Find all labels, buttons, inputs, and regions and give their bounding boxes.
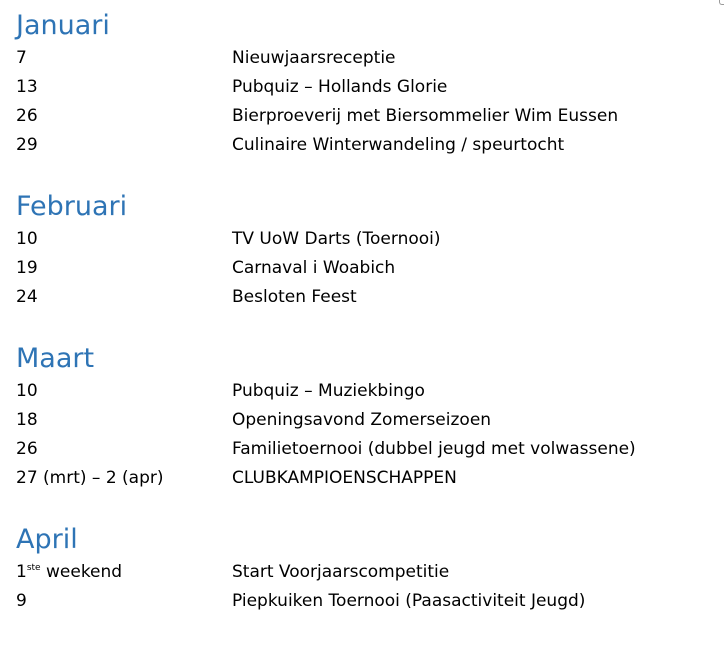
event-title: Openingsavond Zomerseizoen bbox=[232, 410, 492, 430]
event-row bbox=[16, 464, 716, 493]
event-title: TV UoW Darts (Toernooi) bbox=[232, 229, 441, 249]
event-row bbox=[16, 44, 716, 73]
event-day bbox=[16, 558, 232, 587]
event-title: Carnaval i Woabich bbox=[232, 258, 396, 278]
event-row bbox=[16, 406, 716, 435]
event-title: Culinaire Winterwandeling / speurtocht bbox=[232, 135, 565, 155]
event-row bbox=[16, 435, 716, 464]
month-heading: Februari bbox=[16, 191, 128, 222]
event-day: 19 bbox=[16, 258, 38, 278]
event-title: CLUBKAMPIOENSCHAPPEN bbox=[232, 468, 457, 488]
event-day: 13 bbox=[16, 77, 38, 97]
event-row bbox=[16, 131, 716, 160]
event-day: 9 bbox=[16, 591, 27, 611]
page-corner-mark bbox=[719, 0, 724, 5]
section-spacer bbox=[16, 312, 716, 341]
event-day: 27 (mrt) – 2 (apr) bbox=[16, 468, 164, 488]
month-section-april bbox=[16, 522, 716, 616]
event-title: Pubquiz – Muziekbingo bbox=[232, 381, 425, 401]
event-row bbox=[16, 254, 716, 283]
event-row bbox=[16, 558, 716, 587]
event-day-number: 1 bbox=[16, 562, 27, 582]
event-title: Familietoernooi (dubbel jeugd met volwassene) bbox=[232, 439, 636, 459]
event-row bbox=[16, 225, 716, 254]
event-day: 10 bbox=[16, 381, 38, 401]
event-day: 29 bbox=[16, 135, 38, 155]
section-spacer bbox=[16, 493, 716, 522]
event-title: Start Voorjaarscompetitie bbox=[232, 562, 450, 582]
event-row bbox=[16, 102, 716, 131]
event-day: 26 bbox=[16, 106, 38, 126]
event-day: 24 bbox=[16, 287, 38, 307]
month-heading: Januari bbox=[16, 10, 110, 41]
month-heading: Maart bbox=[16, 343, 95, 374]
month-heading: April bbox=[16, 524, 78, 555]
event-title: Piepkuiken Toernooi (Paasactiviteit Jeugd) bbox=[232, 591, 586, 611]
month-section-maart bbox=[16, 341, 716, 493]
event-row bbox=[16, 73, 716, 102]
event-title: Bierproeverij met Biersommelier Wim Eussen bbox=[232, 106, 619, 126]
event-title: Besloten Feest bbox=[232, 287, 357, 307]
event-day-suffix: weekend bbox=[40, 562, 123, 582]
event-row bbox=[16, 283, 716, 312]
section-spacer bbox=[16, 160, 716, 189]
event-day: 7 bbox=[16, 48, 27, 68]
event-title: Nieuwjaarsreceptie bbox=[232, 48, 396, 68]
event-row bbox=[16, 587, 716, 616]
event-row bbox=[16, 377, 716, 406]
month-section-januari bbox=[16, 8, 716, 160]
event-day: 10 bbox=[16, 229, 38, 249]
event-day: 18 bbox=[16, 410, 38, 430]
event-title: Pubquiz – Hollands Glorie bbox=[232, 77, 448, 97]
month-section-februari bbox=[16, 189, 716, 312]
event-day: 26 bbox=[16, 439, 38, 459]
event-day-ordinal-suffix: ste bbox=[26, 563, 41, 573]
event-calendar-document bbox=[16, 8, 716, 616]
